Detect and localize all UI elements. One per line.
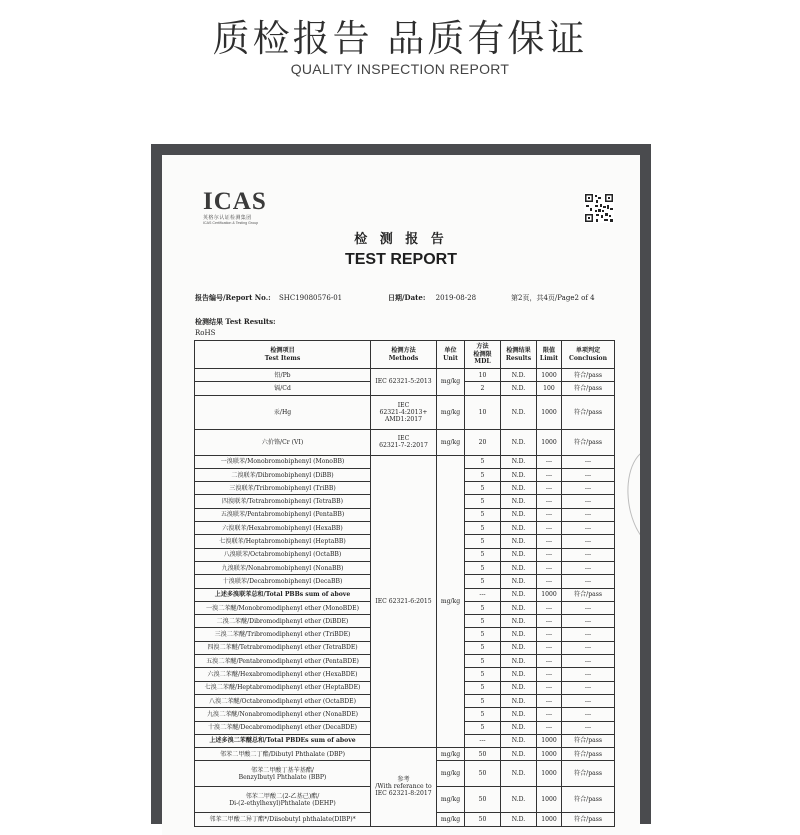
test-item-cell: 三溴联苯/Tribromobiphenyl (TriBB) (195, 482, 371, 495)
conclusion-cell: --- (562, 548, 615, 561)
conclusion-cell: --- (562, 694, 615, 707)
test-item-cell: 六价铬/Cr (VI) (195, 429, 371, 455)
mdl-cell: 5 (465, 575, 501, 588)
mdl-cell: 50 (465, 813, 501, 826)
unit-cell: mg/kg (437, 748, 465, 761)
method-cell: IEC 62321-7-2:2017 (371, 429, 437, 455)
limit-cell: --- (537, 548, 562, 561)
mdl-cell: 5 (465, 721, 501, 734)
mdl-cell: 5 (465, 455, 501, 468)
mdl-cell: 10 (465, 395, 501, 429)
test-item-cell: 八溴二苯醚/Octabromodiphenyl ether (OctaBDE) (195, 694, 371, 707)
report-date (388, 293, 476, 303)
test-item-cell: 六溴二苯醚/Hexabromodiphenyl ether (HexaBDE) (195, 668, 371, 681)
result-cell: N.D. (501, 575, 537, 588)
mdl-cell: 5 (465, 535, 501, 548)
limit-cell: --- (537, 495, 562, 508)
result-cell: N.D. (501, 708, 537, 721)
mdl-cell: 2 (465, 382, 501, 395)
test-item-cell: 一溴联苯/Monobromobiphenyl (MonoBB) (195, 455, 371, 468)
page-headline: 质检报告 品质有保证 (212, 17, 588, 60)
conclusion-cell: --- (562, 535, 615, 548)
limit-cell: 1000 (537, 429, 562, 455)
result-cell: N.D. (501, 395, 537, 429)
icas-logo (203, 189, 267, 225)
mdl-cell: 50 (465, 787, 501, 813)
limit-cell: --- (537, 575, 562, 588)
unit-cell: mg/kg (437, 395, 465, 429)
conclusion-cell: --- (562, 655, 615, 668)
header-methods: 检测方法 Methods (371, 341, 437, 369)
result-cell: N.D. (501, 561, 537, 574)
unit-cell: mg/kg (437, 429, 465, 455)
test-item-cell: 邻苯二甲酸二异丁酯*/Diisobutyl phthalate(DIBP)* (195, 813, 371, 826)
mdl-cell: 5 (465, 522, 501, 535)
test-item-cell: 汞/Hg (195, 395, 371, 429)
conclusion-cell: --- (562, 482, 615, 495)
test-item-cell: 十溴二苯醚/Decabromodiphenyl ether (DecaBDE) (195, 721, 371, 734)
unit-cell: mg/kg (437, 369, 465, 396)
result-cell: N.D. (501, 655, 537, 668)
limit-cell: 1000 (537, 761, 562, 787)
method-cell: IEC 62321-5:2013 (371, 369, 437, 396)
limit-cell: --- (537, 535, 562, 548)
result-cell: N.D. (501, 455, 537, 468)
mdl-cell: 5 (465, 708, 501, 721)
report-number (195, 293, 342, 303)
test-item-cell: 邻苯二甲酸二(2-乙基己)酯/ Di-(2-ethylhexyl)Phthalate (DEHP) (195, 787, 371, 813)
result-cell: N.D. (501, 522, 537, 535)
mdl-cell: --- (465, 588, 501, 601)
result-cell: N.D. (501, 468, 537, 481)
conclusion-cell: --- (562, 721, 615, 734)
header-conclusion: 单项判定 Conclusion (562, 341, 615, 369)
test-item-cell: 邻苯二甲酸丁基苄基酯/ Benzylbutyl Phthalate (BBP) (195, 761, 371, 787)
result-cell: N.D. (501, 615, 537, 628)
limit-cell: --- (537, 468, 562, 481)
conclusion-cell: 符合/pass (562, 369, 615, 382)
test-item-cell: 十溴联苯/Decabromobiphenyl (DecaBB) (195, 575, 371, 588)
conclusion-cell: --- (562, 561, 615, 574)
test-item-cell: 二溴二苯醚/Dibromodiphenyl ether (DiBDE) (195, 615, 371, 628)
conclusion-cell: --- (562, 522, 615, 535)
limit-cell: 1000 (537, 813, 562, 826)
mdl-cell: 5 (465, 641, 501, 654)
logo-subtitle-en: ICAS Certification & Testing Group (203, 221, 259, 225)
limit-cell: 1000 (537, 369, 562, 382)
header-results: 检测结果 Results (501, 341, 537, 369)
conclusion-cell: --- (562, 681, 615, 694)
mdl-cell: 20 (465, 429, 501, 455)
mdl-cell: 5 (465, 681, 501, 694)
limit-cell: --- (537, 601, 562, 614)
report-paper (162, 155, 640, 835)
result-cell: N.D. (501, 681, 537, 694)
result-cell: N.D. (501, 748, 537, 761)
header-test-items: 检测项目 Test Items (195, 341, 371, 369)
report-page: 第2页，共4页/Page2 of 4 (511, 294, 595, 302)
limit-cell: --- (537, 615, 562, 628)
conclusion-cell: --- (562, 641, 615, 654)
report-date-value: 2019-08-28 (435, 294, 477, 302)
unit-cell: mg/kg (437, 787, 465, 813)
logo-subtitle-cn: 英格尔认证检测集团 (203, 215, 252, 221)
unit-cell: mg/kg (437, 761, 465, 787)
result-cell: N.D. (501, 628, 537, 641)
result-cell: N.D. (501, 668, 537, 681)
test-item-cell: 七溴联苯/Heptabromobiphenyl (HeptaBB) (195, 535, 371, 548)
report-title-en: TEST REPORT (344, 251, 457, 268)
mdl-cell: 5 (465, 668, 501, 681)
table-row (195, 429, 615, 455)
limit-cell: --- (537, 455, 562, 468)
mdl-cell: 5 (465, 561, 501, 574)
limit-cell: --- (537, 508, 562, 521)
test-item-cell: 铅/Pb (195, 369, 371, 382)
conclusion-cell: --- (562, 455, 615, 468)
rohs-label: RoHS (195, 329, 216, 337)
mdl-cell: 5 (465, 601, 501, 614)
mdl-cell: 5 (465, 548, 501, 561)
limit-cell: 1000 (537, 395, 562, 429)
mdl-cell: 5 (465, 508, 501, 521)
conclusion-cell: 符合/pass (562, 761, 615, 787)
table-row (195, 395, 615, 429)
report-frame (151, 144, 651, 824)
mdl-cell: --- (465, 734, 501, 747)
limit-cell: 1000 (537, 588, 562, 601)
mdl-cell: 5 (465, 694, 501, 707)
limit-cell: --- (537, 641, 562, 654)
unit-cell: mg/kg (437, 455, 465, 748)
mdl-cell: 5 (465, 468, 501, 481)
table-row (195, 455, 615, 468)
test-item-cell: 上述多溴联苯总和/Total PBBs sum of above (195, 588, 371, 601)
test-item-cell: 七溴二苯醚/Heptabromodiphenyl ether (HeptaBDE) (195, 681, 371, 694)
report-title-cn: 检 测 报 告 (354, 232, 448, 247)
conclusion-cell: --- (562, 495, 615, 508)
results-label: 检测结果 Test Results: (195, 317, 276, 326)
test-item-cell: 四溴二苯醚/Tetrabromodiphenyl ether (TetraBDE) (195, 641, 371, 654)
conclusion-cell: --- (562, 628, 615, 641)
limit-cell: 1000 (537, 748, 562, 761)
header-mdl: 方法 检测限 MDL (465, 341, 501, 369)
report-date-label: 日期/Date: (388, 293, 426, 302)
test-item-cell: 四溴联苯/Tetrabromobiphenyl (TetraBB) (195, 495, 371, 508)
conclusion-cell: 符合/pass (562, 748, 615, 761)
report-number-value: SHC19080576-01 (278, 294, 343, 302)
method-cell: 参考 /With referance to IEC 62321-8:2017 (371, 748, 437, 827)
conclusion-cell: 符合/pass (562, 588, 615, 601)
method-cell: IEC 62321-6:2015 (371, 455, 437, 748)
test-item-cell: 五溴二苯醚/Pentabromodiphenyl ether (PentaBDE) (195, 655, 371, 668)
test-item-cell: 九溴联苯/Nonabromobiphenyl (NonaBB) (195, 561, 371, 574)
mdl-cell: 5 (465, 495, 501, 508)
limit-cell: --- (537, 681, 562, 694)
limit-cell: --- (537, 655, 562, 668)
limit-cell: --- (537, 694, 562, 707)
result-cell: N.D. (501, 787, 537, 813)
mdl-cell: 50 (465, 761, 501, 787)
test-item-cell: 三溴二苯醚/Tribromodiphenyl ether (TriBDE) (195, 628, 371, 641)
test-item-cell: 上述多溴二苯醚总和/Total PBDEs sum of above (195, 734, 371, 747)
result-cell: N.D. (501, 548, 537, 561)
conclusion-cell: 符合/pass (562, 429, 615, 455)
page-subtitle: QUALITY INSPECTION REPORT (290, 61, 510, 77)
mdl-cell: 10 (465, 369, 501, 382)
header-limit: 限值 Limit (537, 341, 562, 369)
mdl-cell: 5 (465, 482, 501, 495)
result-cell: N.D. (501, 369, 537, 382)
result-cell: N.D. (501, 495, 537, 508)
mdl-cell: 50 (465, 748, 501, 761)
conclusion-cell: --- (562, 615, 615, 628)
result-cell: N.D. (501, 813, 537, 826)
mdl-cell: 5 (465, 655, 501, 668)
report-number-label: 报告编号/Report No.: (195, 293, 271, 302)
result-cell: N.D. (501, 694, 537, 707)
limit-cell: --- (537, 628, 562, 641)
limit-cell: 100 (537, 382, 562, 395)
conclusion-cell: --- (562, 708, 615, 721)
mdl-cell: 5 (465, 628, 501, 641)
limit-cell: --- (537, 708, 562, 721)
result-cell: N.D. (501, 535, 537, 548)
limit-cell: --- (537, 668, 562, 681)
conclusion-cell: 符合/pass (562, 734, 615, 747)
stamp-mark (621, 444, 640, 553)
test-item-cell: 镉/Cd (195, 382, 371, 395)
test-item-cell: 五溴联苯/Pentabromobiphenyl (PentaBB) (195, 508, 371, 521)
logo-text: ICAS (203, 188, 267, 215)
table-row (195, 748, 615, 761)
test-item-cell: 二溴联苯/Dibromobiphenyl (DiBB) (195, 468, 371, 481)
result-cell: N.D. (501, 588, 537, 601)
result-cell: N.D. (501, 382, 537, 395)
result-cell: N.D. (501, 721, 537, 734)
method-cell: IEC 62321-4:2013+ AMD1:2017 (371, 395, 437, 429)
test-item-cell: 邻苯二甲酸二丁酯/Dibutyl Phthalate (DBP) (195, 748, 371, 761)
result-cell: N.D. (501, 508, 537, 521)
limit-cell: 1000 (537, 787, 562, 813)
test-item-cell: 九溴二苯醚/Nonabromodiphenyl ether (NonaBDE) (195, 708, 371, 721)
conclusion-cell: 符合/pass (562, 787, 615, 813)
limit-cell: --- (537, 561, 562, 574)
test-item-cell: 六溴联苯/Hexabromobiphenyl (HexaBB) (195, 522, 371, 535)
conclusion-cell: --- (562, 668, 615, 681)
header-unit: 单位 Unit (437, 341, 465, 369)
conclusion-cell: 符合/pass (562, 813, 615, 826)
conclusion-cell: 符合/pass (562, 382, 615, 395)
limit-cell: --- (537, 482, 562, 495)
result-cell: N.D. (501, 734, 537, 747)
unit-cell: mg/kg (437, 813, 465, 826)
result-cell: N.D. (501, 601, 537, 614)
result-cell: N.D. (501, 429, 537, 455)
test-item-cell: 八溴联苯/Octabromobiphenyl (OctaBB) (195, 548, 371, 561)
conclusion-cell: --- (562, 575, 615, 588)
conclusion-cell: --- (562, 601, 615, 614)
limit-cell: 1000 (537, 734, 562, 747)
conclusion-cell: --- (562, 468, 615, 481)
table-row (195, 369, 615, 382)
mdl-cell: 5 (465, 615, 501, 628)
conclusion-cell: 符合/pass (562, 395, 615, 429)
test-item-cell: 一溴二苯醚/Monobromodiphenyl ether (MonoBDE) (195, 601, 371, 614)
limit-cell: --- (537, 522, 562, 535)
result-cell: N.D. (501, 761, 537, 787)
result-cell: N.D. (501, 482, 537, 495)
results-table-body (195, 369, 615, 827)
result-cell: N.D. (501, 641, 537, 654)
qr-code-icon (584, 193, 614, 223)
conclusion-cell: --- (562, 508, 615, 521)
results-table (194, 340, 615, 827)
limit-cell: --- (537, 721, 562, 734)
